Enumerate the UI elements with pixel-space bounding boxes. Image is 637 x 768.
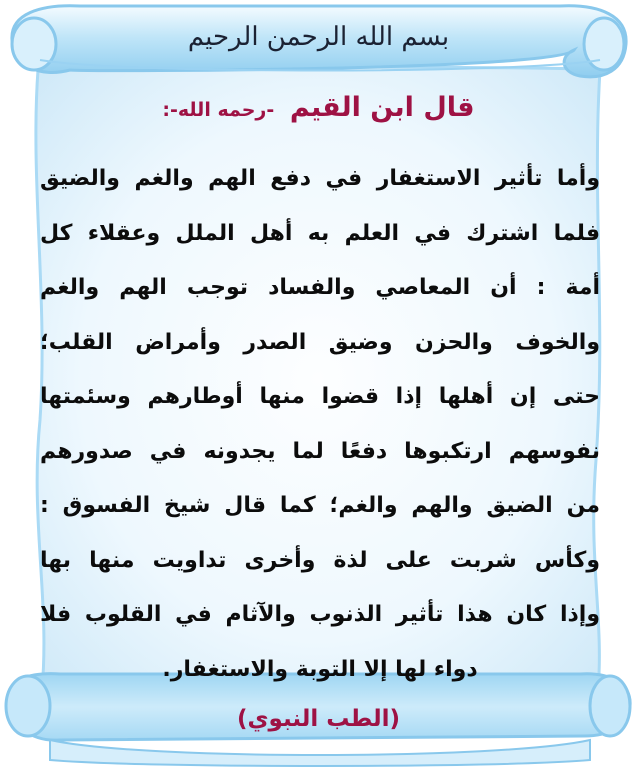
quote-line: من الضيق والهم والغم؛ كما قال شيخ الفسوق : (40, 493, 600, 518)
quote-line: أمة : أن المعاصي والفساد توجب الهم والغم (40, 275, 600, 300)
poem-verse-line: وكأس شربت على لذة وأخرى تداويت منها بها (40, 547, 600, 573)
quote-line: نفوسهم ارتكبوها دفعًا لما يجدونه في صدورهم (40, 438, 600, 464)
quote-body (40, 152, 600, 697)
title-main: قال ابن القيم (289, 92, 475, 123)
quote-line: وإذا كان هذا تأثير الذنوب والآثام في القلوب فلا (40, 602, 600, 627)
title-sub: -رحمه الله-: (162, 99, 275, 121)
quote-line: والخوف والحزن وضيق الصدر وأمراض القلب؛ (40, 329, 600, 355)
source-citation: (الطب النبوي) (236, 706, 401, 732)
basmala-calligraphy: بسم الله الرحمن الرحيم (187, 22, 450, 52)
page-title (60, 92, 577, 123)
quote-line: وأما تأثير الاستغفار في دفع الهم والغم والضيق (40, 166, 600, 191)
quote-line: فلما اشترك في العلم به أهل الملل وعقلاء كل (40, 220, 600, 246)
quote-line: حتى إن أهلها إذا قضوا منها أوطارهم وسئمتها (40, 384, 600, 409)
quote-line-last: دواء لها إلا التوبة والاستغفار. (162, 656, 478, 682)
